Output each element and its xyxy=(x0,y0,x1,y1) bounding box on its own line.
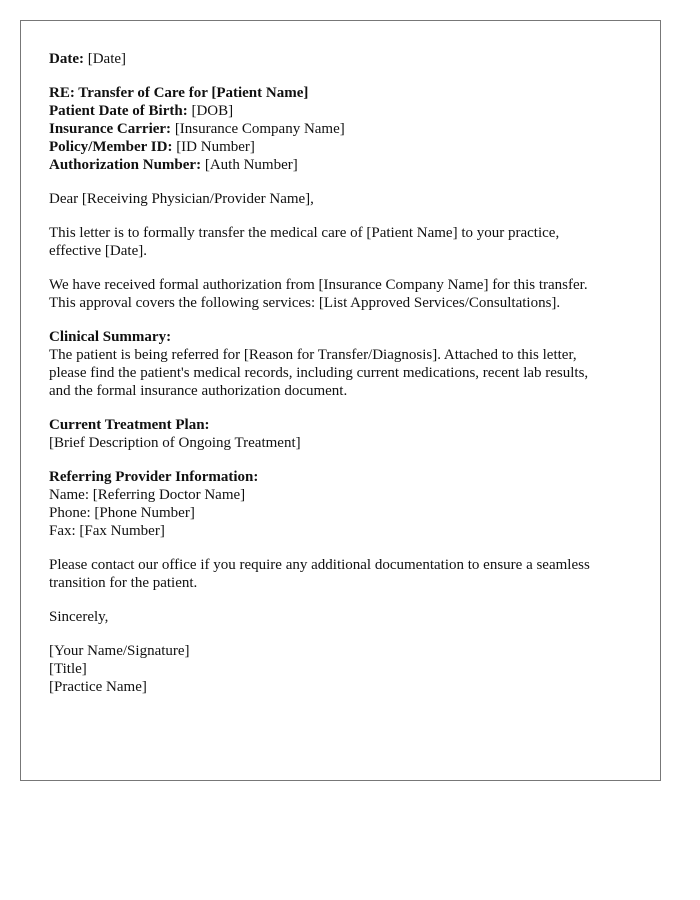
signature-practice: [Practice Name] xyxy=(49,679,147,695)
dob-label: Patient Date of Birth: xyxy=(49,103,188,119)
clinical-summary-line: The patient is being referred for [Reason for Transfer/Diagnosis]. Attached to this letter, xyxy=(49,347,577,363)
clinical-summary-line: and the formal insurance authorization document. xyxy=(49,383,348,399)
salutation-text: Dear [Receiving Physician/Provider Name], xyxy=(49,191,314,207)
clinical-summary-line: please find the patient's medical records, including current medications, recent lab results, xyxy=(49,365,589,381)
authorization-number-line xyxy=(49,156,632,174)
intro-paragraph xyxy=(49,224,632,260)
re-line: RE: Transfer of Care for [Patient Name] xyxy=(49,85,309,101)
authorization-number-value: [Auth Number] xyxy=(204,157,298,173)
salutation xyxy=(49,190,632,208)
insurance-carrier-label: Insurance Carrier: xyxy=(49,121,172,137)
referring-provider-fax: Fax: [Fax Number] xyxy=(49,523,165,539)
treatment-plan-text: [Brief Description of Ongoing Treatment] xyxy=(49,435,301,451)
closing-paragraph xyxy=(49,556,632,592)
sign-off xyxy=(49,608,632,626)
insurance-carrier-line xyxy=(49,120,632,138)
intro-line: effective [Date]. xyxy=(49,243,147,259)
date-value: [Date] xyxy=(87,51,127,67)
authorization-paragraph xyxy=(49,276,632,312)
authorization-line: We have received formal authorization from [Insurance Company Name] for this transfer. xyxy=(49,277,588,293)
closing-line: Please contact our office if you require any additional documentation to ensure a seamless xyxy=(49,557,590,573)
date-line xyxy=(49,50,632,68)
signature-title: [Title] xyxy=(49,661,87,677)
intro-line: This letter is to formally transfer the medical care of [Patient Name] to your practice, xyxy=(49,225,560,241)
policy-id-line xyxy=(49,138,632,156)
clinical-summary-section xyxy=(49,328,632,400)
authorization-line: This approval covers the following services: [List Approved Services/Consultations]. xyxy=(49,295,561,311)
letter-page xyxy=(20,20,661,781)
sign-off-text: Sincerely, xyxy=(49,609,109,625)
referring-provider-heading: Referring Provider Information: xyxy=(49,469,259,485)
date-label: Date: xyxy=(49,51,84,67)
dob-value: [DOB] xyxy=(191,103,234,119)
policy-id-value: [ID Number] xyxy=(176,139,255,155)
patient-info-block xyxy=(49,84,632,174)
signature-block xyxy=(49,642,632,696)
referring-provider-name: Name: [Referring Doctor Name] xyxy=(49,487,246,503)
treatment-plan-heading: Current Treatment Plan: xyxy=(49,417,210,433)
closing-line: transition for the patient. xyxy=(49,575,198,591)
insurance-carrier-value: [Insurance Company Name] xyxy=(174,121,345,137)
signature-name: [Your Name/Signature] xyxy=(49,643,190,659)
referring-provider-section xyxy=(49,468,632,540)
referring-provider-phone: Phone: [Phone Number] xyxy=(49,505,195,521)
authorization-number-label: Authorization Number: xyxy=(49,157,202,173)
dob-line xyxy=(49,102,632,120)
clinical-summary-heading: Clinical Summary: xyxy=(49,329,172,345)
policy-id-label: Policy/Member ID: xyxy=(49,139,173,155)
treatment-plan-section xyxy=(49,416,632,452)
